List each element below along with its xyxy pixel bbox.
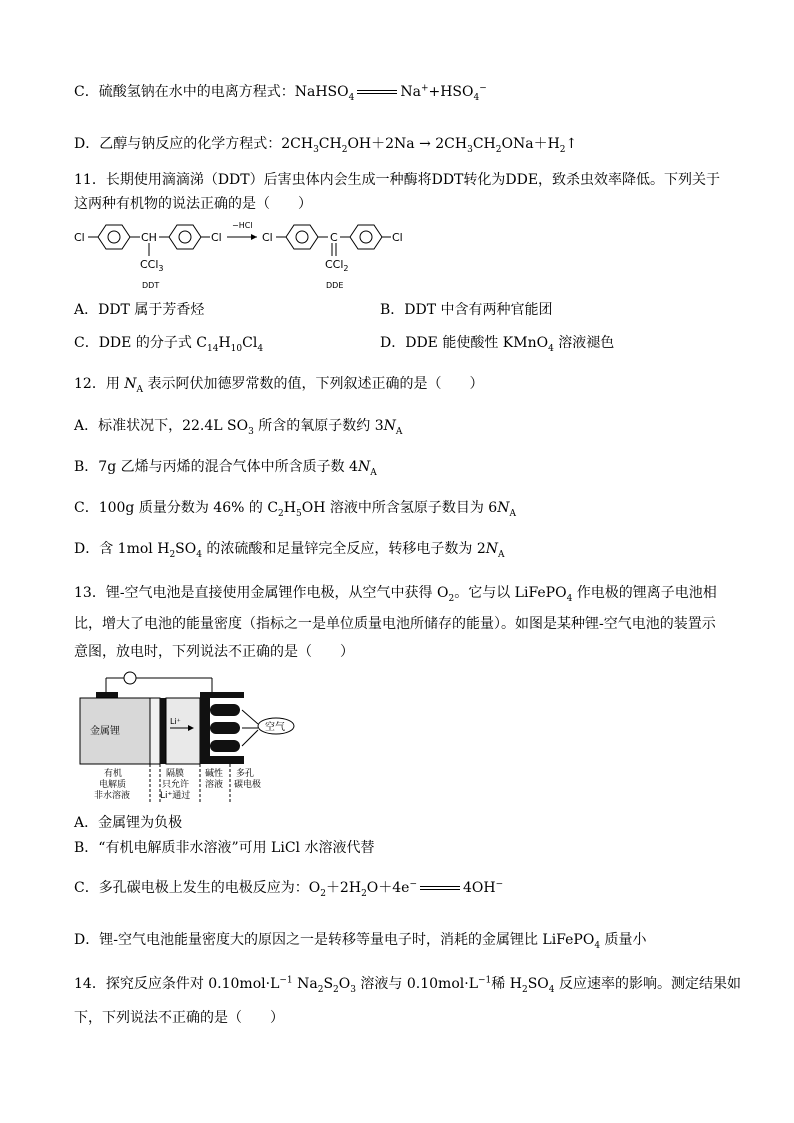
air-label: 空气 [265, 722, 285, 733]
q11-option-d: D．DDE 能使酸性 KMnO$_4$ 溶液褪色 [380, 335, 615, 354]
q13-stem-line2: 比，增大了电池的能量密度（指标之一是单位质量电池所储存的能量）。如图是某种锂-空气电池的装置示 [74, 616, 716, 632]
dde-cl-right: Cl [392, 231, 403, 244]
benzene-ring-icon [286, 225, 318, 249]
reaction-arrow-icon [251, 234, 257, 240]
li-ion-label: Li⁺ [170, 717, 181, 726]
q11-stem-line2: 这两种有机物的说法正确的是（ ） [74, 196, 312, 212]
lightbulb-icon [124, 672, 136, 684]
dde-cl-left: Cl [262, 231, 273, 244]
label-organic-3: 非水溶液 [94, 791, 131, 801]
q11-option-c: C．DDE 的分子式 $C_{14}H_{10}Cl_4$ [74, 335, 264, 354]
q12-option-b: B．7g 乙烯与丙烯的混合气体中所含质子数 $4N_A$ [74, 459, 377, 478]
dde-ccl2: CCl$_2$ [325, 258, 349, 273]
ddt-ccl3: CCl$_3$ [140, 258, 164, 273]
q12-option-c: C．100g 质量分数为 46% 的 $C_2H_5OH$ 溶液中所含氢原子数目为 $6N_A$ [74, 500, 516, 519]
q11-stem-line1: 11．长期使用滴滴涕（DDT）后害虫体内会生成一种酶将DDT转化为DDE，致杀虫效率降低。下列关于 [74, 172, 721, 188]
label-alk-2: 溶液 [205, 780, 224, 790]
benzene-ring-icon [350, 225, 382, 249]
label-organic-2: 电解质 [99, 780, 127, 790]
q12-option-a: A．标准状况下，22.4L $SO_3$ 所含的氧原子数约 $3N_A$ [74, 418, 403, 437]
q11-option-b: B．DDT 中含有两种官能团 [380, 302, 553, 318]
dde-label: DDE [326, 281, 344, 290]
q11-option-a: A．DDT 属于芳香烃 [74, 302, 205, 318]
q13-option-b: B．“有机电解质非水溶液”可用 LiCl 水溶液代替 [74, 840, 375, 856]
q12-option-d: D．含 1mol $H_2SO_4$ 的浓硫酸和足量锌完全反应，转移电子数为 $2N_A$ [74, 541, 505, 560]
ddt-dde-reaction-diagram [74, 218, 414, 294]
q14-stem-line2: 下，下列说法不正确的是（ ） [74, 1010, 284, 1026]
q13-option-a: A．金属锂为负极 [74, 815, 183, 831]
q13-stem-line1: 13．锂-空气电池是直接使用金属锂作电极，从空气中获得 $O_2$。它与以 LiFePO$_4$ 作电极的锂离子电池相 [74, 585, 717, 604]
ddt-ch: CH [141, 231, 157, 244]
metal-li-label: 金属锂 [90, 726, 120, 737]
label-organic-1: 有机 [104, 769, 123, 779]
q10-option-d: D．乙醇与钠反应的化学方程式：$2CH_3CH_2OH+2Na$ → $2CH_3CH_2ONa+H_2↑$ [74, 136, 578, 155]
li-air-battery-diagram [74, 666, 314, 806]
benzene-ring-icon [98, 225, 130, 249]
equal-arrow-icon [420, 886, 460, 890]
ddt-label: DDT [142, 281, 160, 290]
label-sep-2: 只允许 [162, 780, 190, 790]
equal-arrow-icon [357, 90, 397, 94]
label-carbon-2: 碳电极 [234, 780, 262, 790]
q10-option-c: C．硫酸氢钠在水中的电离方程式：NaHSO$_4$ $Na^++HSO_4^-$ [74, 83, 487, 103]
q13-option-c: C．多孔碳电极上发生的电极反应为：$O_2+2H_2O+4e^-$ 4OH− [74, 879, 504, 899]
q13-option-d: D．锂-空气电池能量密度大的原因之一是转移等量电子时，消耗的金属锂比 LiFePO$_4$ 质量小 [74, 932, 647, 951]
q12-stem: 12．用 $N_A$ 表示阿伏加德罗常数的值，下列叙述正确的是（ ） [74, 376, 484, 395]
ddt-cl-right: Cl [211, 231, 222, 244]
dde-c: C [330, 231, 338, 244]
label-carbon-1: 多孔 [236, 769, 255, 779]
q14-stem-line1: 14．探究反应条件对 $0.10mol\cdot L^{-1}$ $Na_2S_2O_3$ 溶液与 $0.10mol\cdot L^{-1}$稀 $H_2SO_4$ 反应速率的影响。测定结果如 [74, 975, 741, 995]
reagent-label: −HCl [232, 221, 253, 230]
ddt-cl-left: Cl [74, 231, 85, 244]
label-alk-1: 碱性 [205, 769, 224, 779]
label-sep-1: 隔膜 [166, 769, 185, 779]
label-sep-3: Li⁺通过 [160, 791, 191, 801]
benzene-ring-icon [169, 225, 201, 249]
q13-stem-line3: 意图，放电时，下列说法不正确的是（ ） [74, 644, 354, 660]
